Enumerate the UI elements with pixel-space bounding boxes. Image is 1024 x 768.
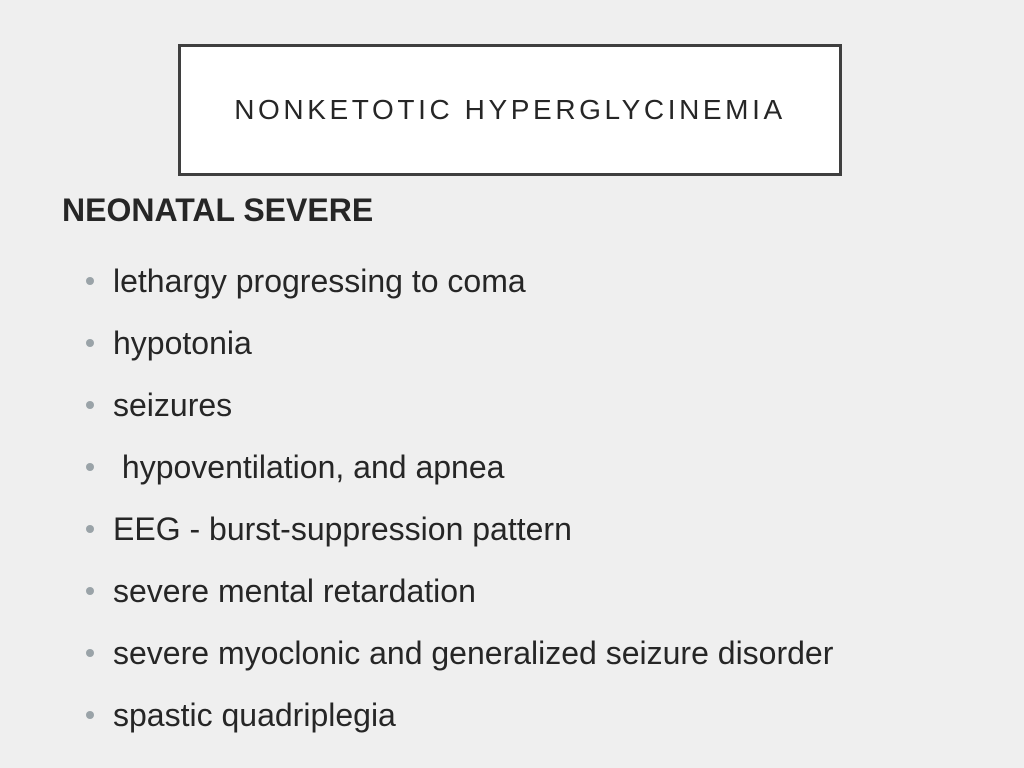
bullet-icon [86, 463, 94, 471]
bullet-text: hypotonia [113, 325, 252, 361]
slide-title: NONKETOTIC HYPERGLYCINEMIA [234, 94, 786, 125]
bullet-text: lethargy progressing to coma [113, 263, 526, 299]
list-item [86, 684, 833, 746]
bullet-icon [86, 649, 94, 657]
bullet-icon [86, 525, 94, 533]
list-item [86, 312, 833, 374]
bullet-text: EEG - burst-suppression pattern [113, 511, 572, 547]
bullet-list [86, 250, 833, 746]
bullet-icon [86, 711, 94, 719]
bullet-icon [86, 587, 94, 595]
bullet-text: hypoventilation, and apnea [113, 449, 505, 485]
bullet-text: severe myoclonic and generalized seizure disorder [113, 635, 834, 671]
bullet-icon [86, 277, 94, 285]
list-item [86, 436, 833, 498]
bullet-text: seizures [113, 387, 233, 423]
bullet-icon [86, 401, 94, 409]
title-box [178, 44, 842, 176]
bullet-icon [86, 339, 94, 347]
bullet-text: spastic quadriplegia [113, 697, 396, 733]
list-item [86, 498, 833, 560]
bullet-text: severe mental retardation [113, 573, 476, 609]
list-item [86, 374, 833, 436]
list-item [86, 560, 833, 622]
list-item [86, 250, 833, 312]
list-item [86, 622, 833, 684]
section-heading: NEONATAL SEVERE [62, 192, 374, 228]
